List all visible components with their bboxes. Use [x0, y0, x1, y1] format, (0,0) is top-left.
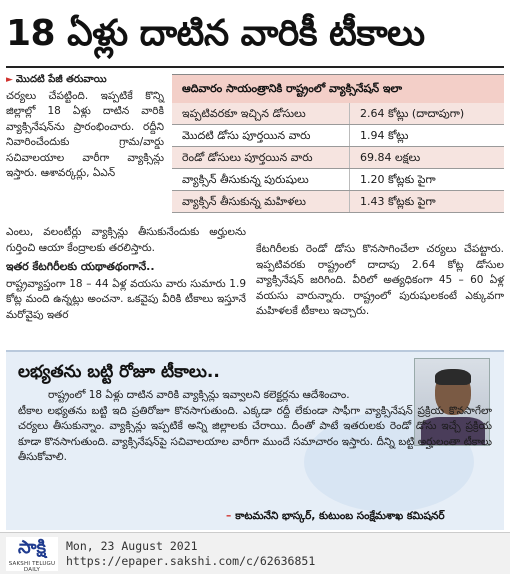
continuation-marker-icon: ►: [6, 75, 13, 85]
row-value: 69.84 లక్షలు: [360, 151, 421, 164]
footer-meta: [66, 539, 315, 569]
sakshi-logo[interactable]: [6, 537, 58, 571]
subheading: ఇతర కేటగిరీలకు యథాతథంగానే..: [6, 260, 155, 273]
body-paragraph: రాష్ట్రవ్యాప్తంగా 18 – 44 ఏళ్ల వయసు వారు సుమారు 1.9 కోట్ల మంది ఉన్నట్లు అంచనా. ఒకవైపు వీరికి టీకాలు ఇస్తూనే మరోవైపు ఇతర: [6, 277, 246, 321]
body-column-right: [256, 242, 504, 320]
row-value: 1.94 కోట్లు: [360, 129, 409, 142]
signature-dash: –: [226, 510, 232, 522]
row-label: ఇప్పటివరకూ ఇచ్చిన డోసులు: [172, 103, 350, 124]
signature-text: కాటమనేని భాస్కర్, కుటుంబ సంక్షేమశాఖ కమిషనర్: [235, 510, 445, 522]
body-paragraph: కేటగిరీలకు రెండో డోసు కొనసాగించేలా చర్యలు చేపట్టారు. ఇప్పటివరకు రాష్ట్రంలో దాదాపు 2.64 కోట్ల డోసుల వ్యాక్సినేషన్ జరిగింది. వీరిలో అత్యధికంగా 45 – 60 ఏళ్ల వయసు వారున్నారు. రాష్ట్రంలో పురుషులకంటే ఎక్కువగా మహిళలకే టీకాలు ఇచ్చారు.: [256, 243, 504, 317]
continued-from-label[interactable]: మొదటి పేజీ తరువాయి: [15, 74, 107, 85]
table-row: [172, 191, 504, 213]
epaper-footer: [0, 532, 510, 574]
row-value: 2.64 కోట్లు (దాదాపుగా): [360, 107, 465, 120]
body-paragraph: ఎంలు, వలంటీర్లు వ్యాక్సిన్లు తీసుకునేందుకు అర్హులను గుర్తించి ఆయా కేంద్రాలకు తరలిస్తారు.: [6, 226, 246, 254]
row-label: వ్యాక్సిన్ తీసుకున్న పురుషులు: [172, 169, 350, 190]
body-column-left: [6, 225, 246, 323]
quote-box-heading: లభ్యతను బట్టి రోజూ టీకాలు..: [18, 362, 220, 382]
lead-paragraph: [6, 72, 164, 182]
row-value: 1.43 కోట్లకు పైగా: [360, 195, 436, 208]
quote-text: [18, 388, 492, 466]
vaccination-stats-table: [172, 74, 504, 213]
logo-subtitle: SAKSHI TELUGU DAILY: [8, 561, 56, 573]
row-label: మొదటి డోసు పూర్తయిన వారు: [172, 125, 350, 146]
quote-box: [6, 350, 504, 530]
logo-wordmark: సాక్షి: [18, 537, 46, 558]
row-label: వ్యాక్సిన్ తీసుకున్న మహిళలు: [172, 191, 350, 212]
table-row: [172, 169, 504, 191]
lead-text: చర్యలు చేపట్టింది. ఇప్పటికే కొన్ని జిల్లాల్లో 18 ఏళ్లు దాటిన వారికి వ్యాక్సినేషన్‌ను ప్రారంభించారు. రద్దీని నివారించేందుకు గ్రామ/వార్డు సచివాలయాల వారీగా వ్యాక్సిన్లు ఇస్తారు. ఆశావర్కర్లు, ఏఎన్‌: [6, 89, 164, 179]
quote-first-line: రాష్ట్రంలో 18 ఏళ్లు దాటిన వారికి వ్యాక్సిన్లు ఇవ్వాలని కలెక్టర్లను ఆదేశించాం.: [48, 389, 350, 401]
photo-hair: [435, 369, 471, 385]
table-row: [172, 125, 504, 147]
table-title: ఆదివారం సాయంత్రానికి రాష్ట్రంలో వ్యాక్సినేషన్ ఇలా: [172, 75, 504, 103]
row-label: రెండో డోసులు పూర్తయిన వారు: [172, 147, 350, 168]
table-row: [172, 147, 504, 169]
headline-rule: [6, 66, 504, 68]
quote-signature: [226, 510, 445, 525]
footer-url[interactable]: https://epaper.sakshi.com/c/62636851: [66, 554, 316, 568]
footer-date: Mon, 23 August 2021: [66, 539, 198, 553]
table-row: [172, 103, 504, 125]
quote-body: టీకాల లభ్యతను బట్టి ఇది ప్రతిరోజూ కొనసాగుతుంది. ఎక్కడా రద్దీ లేకుండా సాఫీగా వ్యాక్సినేషన్ ప్రక్రియ కొనసాగేలా చర్యలు తీసుకున్నాం. వ్యాక్సిన్లు ఇప్పటికే అన్ని జిల్లాలకు చేరాయి. దీంతో పాటే ఇతరులకు రెండో డోసు ఇచ్చే ప్రక్రియ కూడా కొనసాగుతుంది. వ్యాక్సినేషన్‌పై సచివాలయాల వారీగా ముందే సమాచారం ఇస్తారు. దీన్ని బట్టి అర్హులంతా టీకాలు తీసుకోవాలి.: [18, 404, 492, 463]
row-value: 1.20 కోట్లకు పైగా: [360, 173, 436, 186]
headline: 18 ఏళ్లు దాటిన వారికీ టీకాలు: [6, 13, 425, 54]
